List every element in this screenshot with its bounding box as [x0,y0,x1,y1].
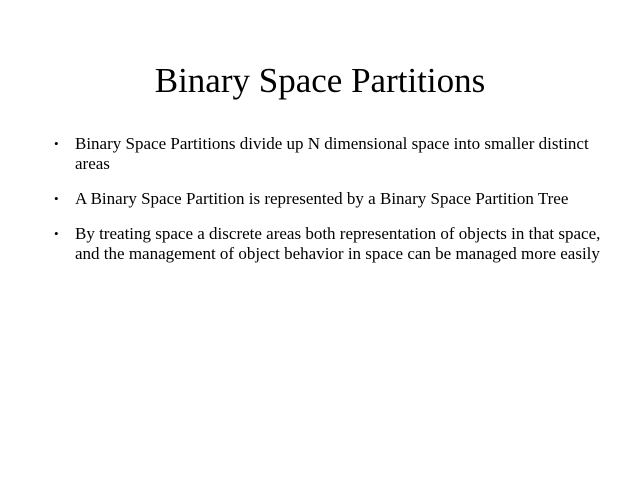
bullet-icon: • [54,136,59,151]
bullet-item [54,224,604,264]
bullet-text: By treating space a discrete areas both representation of objects in that space, and the management of object behavior in space can be managed more easily [75,224,601,263]
bullet-text: A Binary Space Partition is represented by a Binary Space Partition Tree [75,189,569,208]
slide-title: Binary Space Partitions [154,61,486,100]
bullet-text: Binary Space Partitions divide up N dimensional space into smaller distinct areas [75,134,589,173]
bullet-icon: • [54,226,59,241]
bullet-list [54,134,604,279]
bullet-icon: • [54,191,59,206]
bullet-item [54,189,604,209]
bullet-item [54,134,604,174]
